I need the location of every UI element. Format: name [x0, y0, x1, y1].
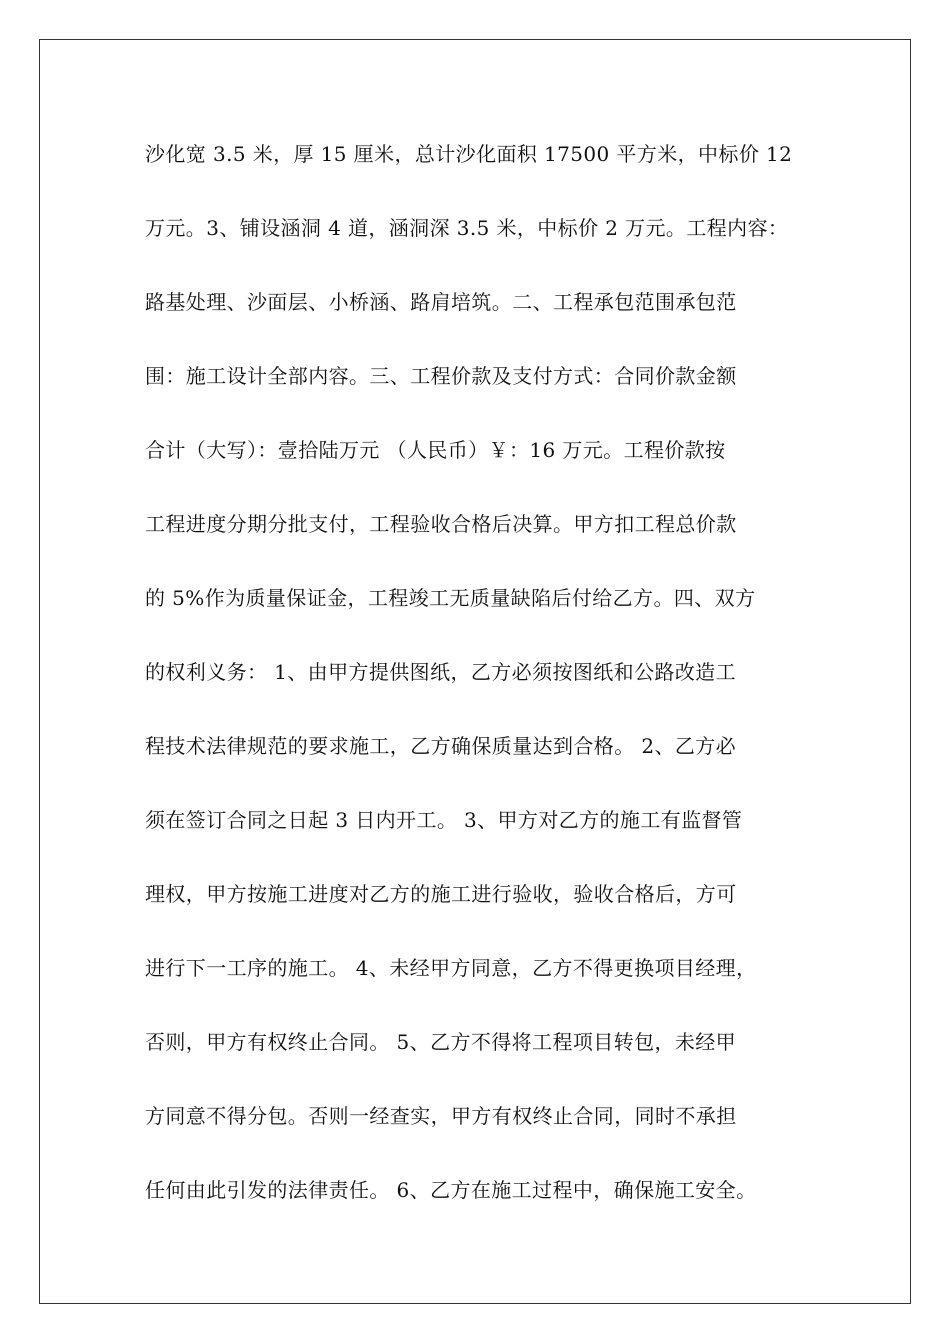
contract-body-text — [145, 132, 815, 1242]
text-line: 的 5%作为质量保证金，工程竣工无质量缺陷后付给乙方。四、双方 — [145, 586, 756, 610]
text-line: 工程进度分期分批支付，工程验收合格后决算。甲方扣工程总价款 — [145, 512, 737, 536]
text-line: 的权利义务： 1、由甲方提供图纸，乙方必须按图纸和公路改造工 — [145, 660, 737, 684]
text-line: 进行下一工序的施工。 4、未经甲方同意，乙方不得更换项目经理， — [145, 956, 757, 980]
text-line: 沙化宽 3.5 米，厚 15 厘米，总计沙化面积 17500 平方米，中标价 12 — [145, 142, 793, 166]
text-line: 万元。3、铺设涵洞 4 道，涵洞深 3.5 米，中标价 2 万元。工程内容： — [145, 216, 789, 240]
text-line: 路基处理、沙面层、小桥涵、路肩培筑。二、工程承包范围承包范 — [145, 290, 737, 314]
text-line: 程技术法律规范的要求施工，乙方确保质量达到合格。 2、乙方必 — [145, 734, 737, 758]
text-line: 合计（大写）：壹拾陆万元 （人民币）￥：16 万元。工程价款按 — [145, 438, 726, 462]
text-line: 围：施工设计全部内容。三、工程价款及支付方式：合同价款金额 — [145, 364, 737, 388]
text-line: 方同意不得分包。否则一经查实，甲方有权终止合同，同时不承担 — [145, 1104, 737, 1128]
text-line: 否则，甲方有权终止合同。 5、乙方不得将工程项目转包，未经甲 — [145, 1030, 737, 1054]
text-line: 须在签订合同之日起 3 日内开工。 3、甲方对乙方的施工有监督管 — [145, 808, 743, 832]
text-line: 任何由此引发的法律责任。 6、乙方在施工过程中，确保施工安全。 — [145, 1178, 757, 1202]
text-line: 理权，甲方按施工进度对乙方的施工进行验收，验收合格后，方可 — [145, 882, 737, 906]
